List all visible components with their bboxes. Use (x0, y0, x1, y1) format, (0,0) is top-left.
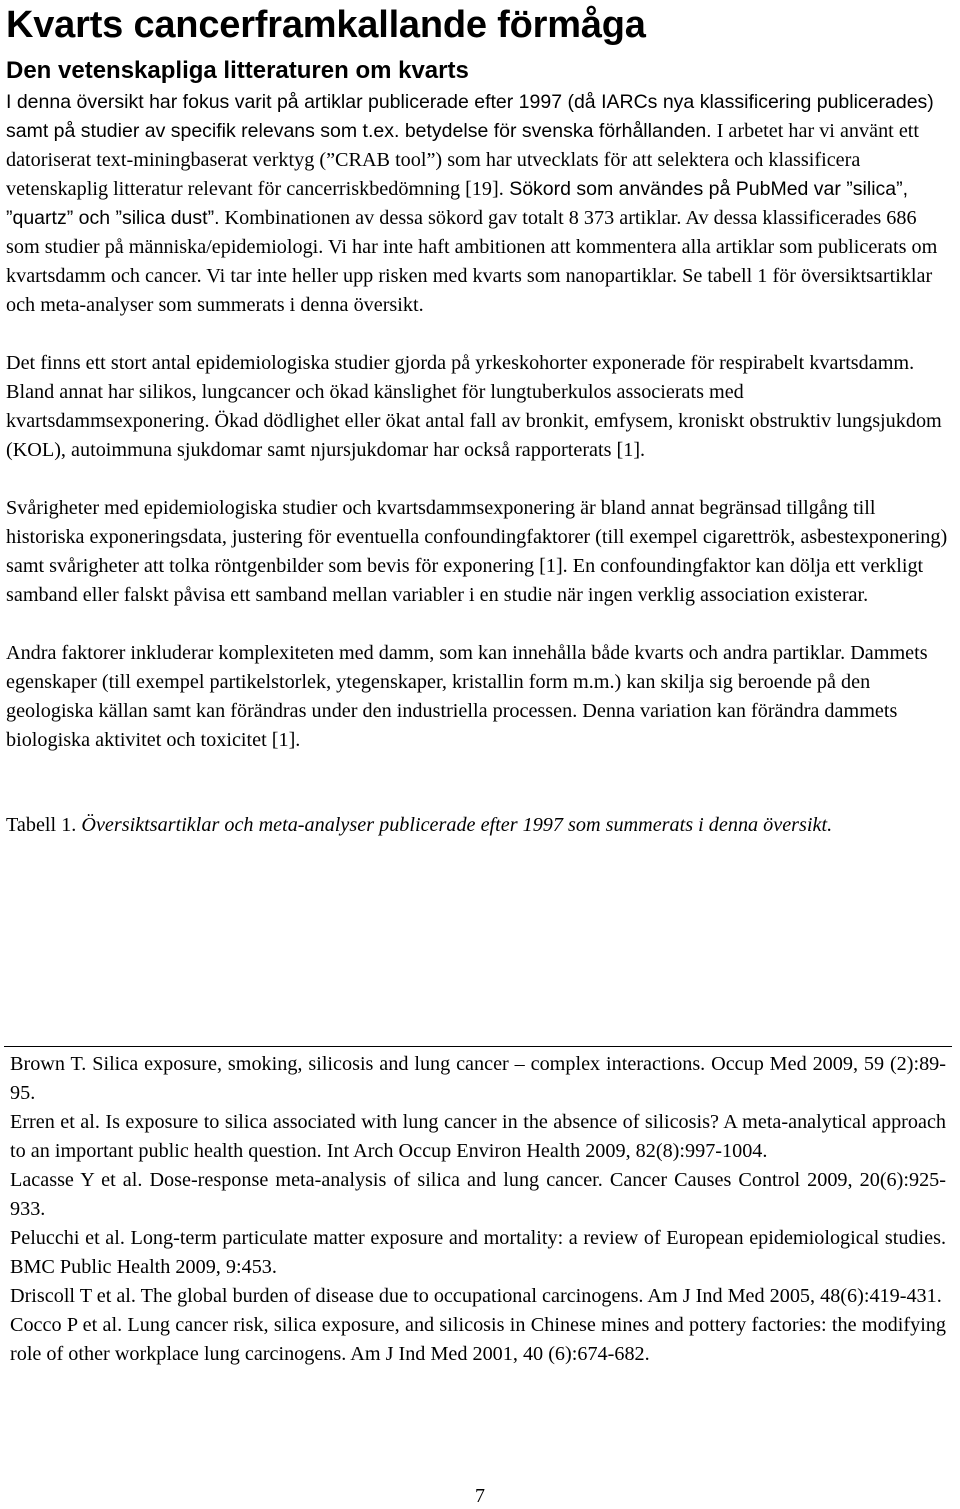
page-number: 7 (475, 1485, 485, 1507)
table-caption-label: Tabell 1. (6, 814, 77, 836)
document-page (6, 0, 954, 840)
reference-item: Erren et al. Is exposure to silica associated with lung cancer in the absence of silicosis? A meta-analytical approach to an important public health question. Int Arch Occup Environ Health 2009, 82(8):997-1004. (10, 1111, 946, 1162)
table-caption-text: Översiktsartiklar och meta-analyser publicerade efter 1997 som summerats i denna översikt. (76, 814, 833, 836)
intro-sans-text: I denna översikt har fokus varit på artiklar publicerade efter 1997 (då IARCs nya klassificering publicerades) samt på studier av specifik relevans som t.ex. betydelse för svenska förhållanden. (6, 91, 934, 142)
reference-item: Pelucchi et al. Long-term particulate matter exposure and mortality: a review of European epidemiological studies. BMC Public Health 2009, 9:453. (10, 1227, 946, 1278)
intro-search-terms: Sökord som användes på PubMed var ”silica”, ”quartz” och ”silica dust”. (6, 178, 909, 229)
page-title: Kvarts cancerframkallande förmåga (6, 4, 646, 46)
reference-item: Driscoll T et al. The global burden of disease due to occupational carcinogens. Am J Ind Med 2005, 48(6):419-431. (10, 1285, 942, 1307)
reference-item: Cocco P et al. Lung cancer risk, silica exposure, and silicosis in Chinese mines and pottery factories: the modifying role of other workplace lung carcinogens. Am J Ind Med 2001, 40 (6):674-682. (10, 1314, 946, 1365)
intro-serif-text: I arbetet har vi använt ett datoriserat text-miningbaserat verktyg (”CRAB tool”) som har utvecklats för att selektera och klassificera vetenskaplig litteratur relevant för cancerriskbedömning [19]. (6, 120, 919, 200)
reference-item: Lacasse Y et al. Dose-response meta-analysis of silica and lung cancer. Cancer Causes Control 2009, 20(6):925-933. (10, 1169, 946, 1220)
intro-serif-text-2: Kombinationen av dessa sökord gav totalt 8 373 artiklar. Av dessa klassificerades 686 som studier på människa/epidemiologi. Vi har inte haft ambitionen att kommentera alla artiklar som publicerats om kvartsdamm och cancer. Vi tar inte heller upp risken med kvarts som nanopartiklar. Se tabell 1 för översiktsartiklar och meta-analyser som summerats i denna översikt. (6, 207, 938, 316)
paragraph-difficulties: Svårigheter med epidemiologiska studier och kvartsdammsexponering är bland annat begränsad tillgång till historiska exponeringsdata, justering för eventuella confoundingfaktorer (till exempel cigarettrök, asbestexponering) samt svårigheter att tolka röntgenbilder som bevis för exponering [1]. En confoundingfaktor kan dölja ett verkligt samband eller falskt påvisa ett samband mellan variabler i en studie när ingen verklig association existerar. (6, 497, 948, 606)
reference-table (4, 1046, 952, 1369)
paragraph-epidemiology: Det finns ett stort antal epidemiologiska studier gjorda på yrkeskohorter exponerade för respirabelt kvartsdamm. Bland annat har silikos, lungcancer och ökad känslighet för lungtuberkulos associerats med kvartsdammsexponering. Ökad dödlighet eller ökat antal fall av bronkit, emfysem, kroniskt obstruktiv lungsjukdom (KOL), autoimmuna sjukdomar samt njursjukdomar har också rapporterats [1]. (6, 352, 942, 461)
section-heading: Den vetenskapliga litteraturen om kvarts (6, 57, 469, 84)
table-caption (6, 811, 954, 840)
paragraph-other-factors: Andra faktorer inkluderar komplexiteten med damm, som kan innehålla både kvarts och andra partiklar. Dammets egenskaper (till exempel partikelstorlek, ytegenskaper, kristallin form m.m.) kan skilja sig beroende på den geologiska källan samt kan förändras under den industriella processen. Denna variation kan förändra dammets biologiska aktivitet och toxicitet [1]. (6, 642, 928, 751)
reference-item: Brown T. Silica exposure, smoking, silicosis and lung cancer – complex interactions. Occup Med 2009, 59 (2):89-95. (10, 1053, 946, 1104)
intro-paragraph (6, 88, 951, 320)
